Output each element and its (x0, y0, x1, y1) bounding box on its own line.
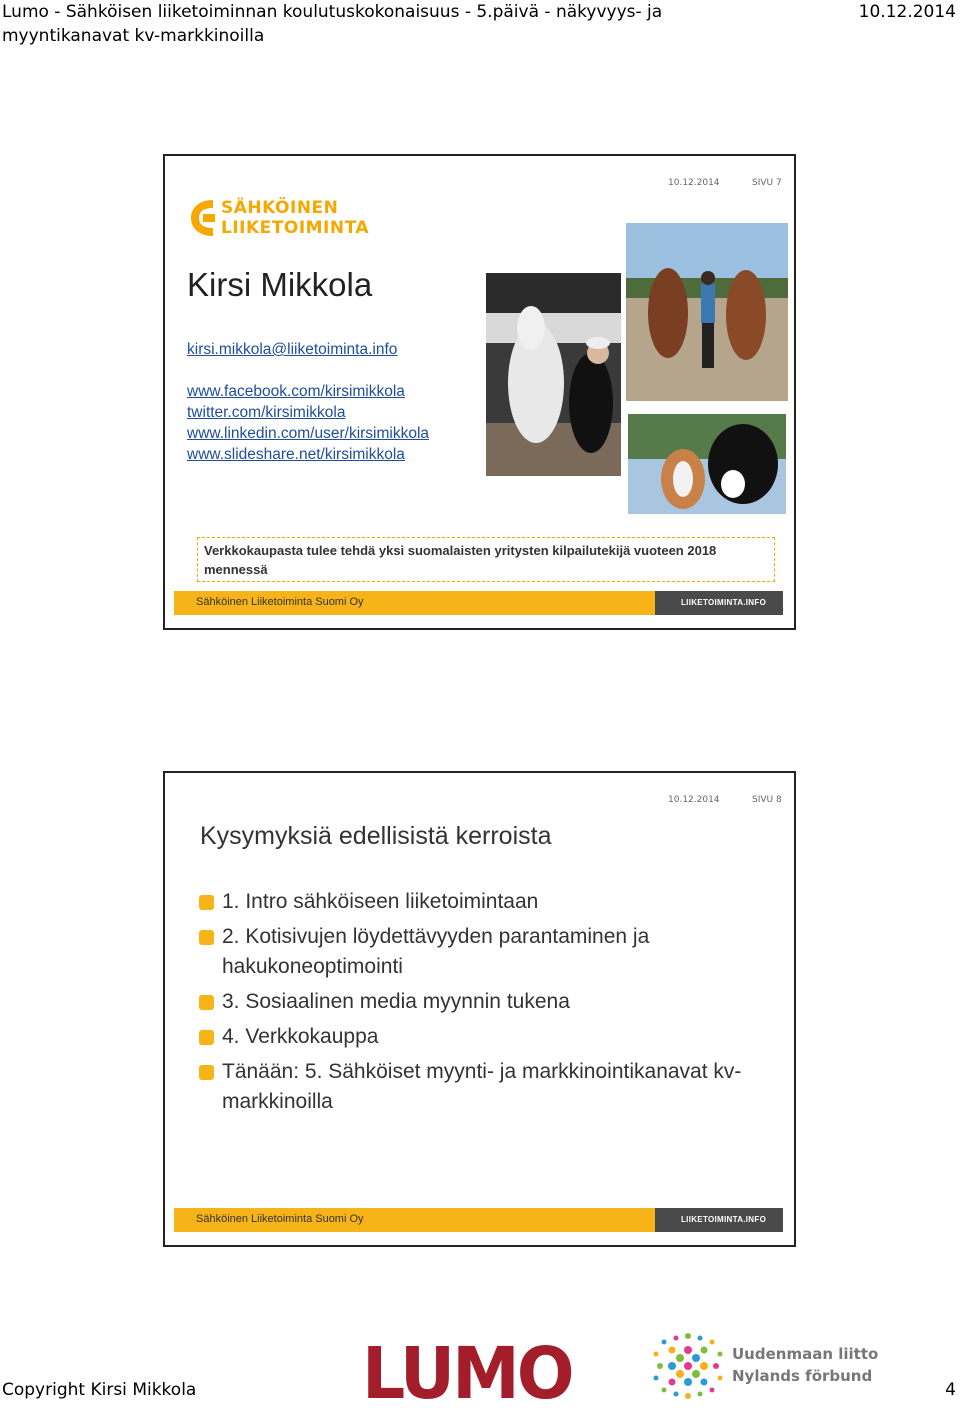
slide-title: Kysymyksiä edellisistä kerroista (200, 822, 552, 850)
slide-date: 10.12.2014 (668, 178, 720, 188)
footer-logo-text: LIIKETOIMINTA.INFO (681, 598, 767, 607)
bullet-icon (199, 995, 214, 1010)
linkedin-link[interactable]: www.linkedin.com/user/kirsimikkola (187, 425, 430, 442)
footer-logo (655, 1208, 783, 1232)
list-item: 3. Sosiaalinen media myynnin tukena (198, 987, 758, 1017)
slide-footer-bar (174, 1208, 783, 1232)
quote-box: Verkkokaupasta tulee tehdä yksi suomalaisten yritysten kilpailutekijä vuoteen 2018 mennessä (197, 537, 775, 582)
logo-mark-icon (189, 198, 217, 238)
list-item: 2. Kotisivujen löydettävyyden parantaminen ja hakukoneoptimointi (198, 922, 758, 982)
list-item: Tänään: 5. Sähköiset myynti- ja markkinointikanavat kv-markkinoilla (198, 1057, 758, 1117)
document-header-title: Lumo - Sähköisen liiketoiminnan koulutuskokonaisuus - 5.päivä - näkyvyys- ja myyntikanavat kv-markkinoilla (2, 2, 663, 46)
page-number: 4 (945, 1380, 956, 1400)
lumo-logo: LUMO (362, 1333, 572, 1416)
copyright-text: Copyright Kirsi Mikkola (2, 1380, 197, 1400)
list-item: 1. Intro sähköiseen liiketoimintaan (198, 887, 758, 917)
uudenmaan-liitto-text (732, 1343, 878, 1387)
slide-8 (163, 771, 796, 1247)
slide-footer-bar (174, 591, 783, 615)
bullet-icon (199, 1030, 214, 1045)
horses-photo (626, 223, 788, 401)
slide-date: 10.12.2014 (668, 795, 720, 805)
partner-line-1: Uudenmaan liitto (732, 1345, 879, 1363)
logo-line-2: LIIKETOIMINTA (221, 218, 370, 238)
slide-page: SIVU 8 (752, 795, 782, 805)
footer-logo (655, 591, 783, 615)
bullet-list (198, 887, 758, 1122)
document-header-date: 10.12.2014 (858, 2, 956, 22)
list-item: 4. Verkkokauppa (198, 1022, 758, 1052)
dogs-photo (628, 414, 786, 514)
twitter-link[interactable]: twitter.com/kirsimikkola (187, 404, 346, 421)
footer-company: Sähköinen Liiketoiminta Suomi Oy (196, 596, 364, 608)
partner-line-2: Nylands förbund (732, 1367, 873, 1385)
logo-line-1: SÄHKÖINEN (221, 198, 339, 218)
sahkoinen-liiketoiminta-logo (189, 196, 369, 242)
slide-7 (163, 154, 796, 630)
uudenmaan-liitto-logo-icon (648, 1328, 738, 1404)
bullet-icon (199, 895, 214, 910)
footer-logo-text: LIIKETOIMINTA.INFO (681, 1215, 767, 1224)
horse-photo (486, 273, 621, 476)
footer-company: Sähköinen Liiketoiminta Suomi Oy (196, 1213, 364, 1225)
bullet-icon (199, 930, 214, 945)
slide-page: SIVU 7 (752, 178, 782, 188)
person-name: Kirsi Mikkola (187, 266, 373, 303)
bullet-icon (199, 1065, 214, 1080)
email-link[interactable]: kirsi.mikkola@liiketoiminta.info (187, 341, 398, 358)
facebook-link[interactable]: www.facebook.com/kirsimikkola (187, 383, 405, 400)
slideshare-link[interactable]: www.slideshare.net/kirsimikkola (187, 446, 405, 463)
